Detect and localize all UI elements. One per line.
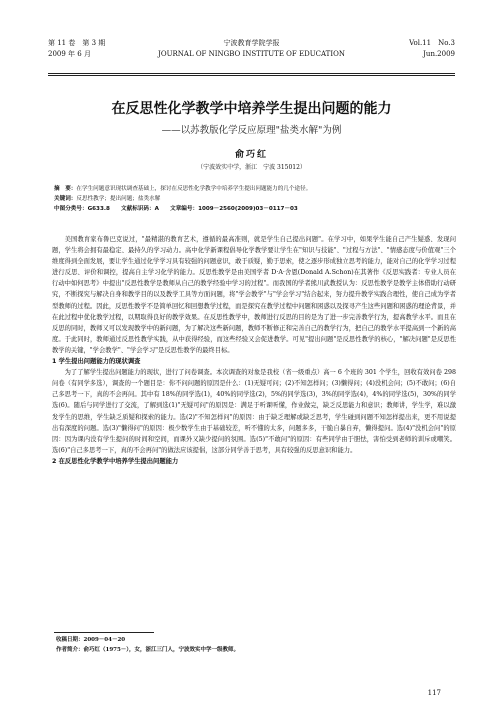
journal-en: JOURNAL OF NINGBO INSTITUTE OF EDUCATION — [158, 50, 345, 58]
paragraph-survey: 为了了解学生提出问题能力的现状，进行了问卷调查。本次调查的对象是我校（省一级重点）高一 6 个班的 301 个学生，回收有效问卷 298 问卷（有同学多选），调查的一个题目是：你不问问题的原因是什么：(1)无疑可问；(2)不知怎样问；(3)懒得问；(4)没机会问；(5)不敢问；(6)自己多思考一下，真的不会再问。其中有 18%的同学选(1)，40%的同学选(2)，5%的同学选(3)，3%的同学选(4)，4%的同学选(5)，30%的同学选(6)。随后与同学进行了交流，了解到选(1)"无疑可问"的原因是：满足于听课听懂，作业做完，缺乏反思能力和意识；教师讲，学生学，难以激发学生的思维，学生缺乏质疑和探索的能力。选(2)"不知怎样问"的原因：由于缺乏理解或缺乏思考，学生碰到问题不知怎样提出来，更不用说提出有深度的问题。选(3)"懒得问"的原因：极少数学生由于基础较差，听不懂的太多，问题多多，干脆自暴自弃，懒得提问。选(4)"没机会问"的原因：因为课内没有学生提问的时间和空间，而课外又缺少提问的氛围。选(5)"不敢问"的原因：有些同学由于胆怯，害怕受到老师的训斥或嘲笑。选(6)"自己多思考一下，真的不会再问"的做法应该提倡，这部分同学善于思考，具有较强的反思意识和能力。 — [52, 369, 456, 454]
vol-line2: Jun.2009 — [423, 50, 455, 58]
vol-line1: Vol.11 No.3 — [409, 39, 455, 47]
footnote — [56, 635, 239, 655]
issue-line2: 2009 年 6 月 — [48, 50, 91, 58]
page-number: 117 — [427, 689, 441, 697]
issue-line1: 第 11 卷 第 3 期 — [48, 39, 106, 47]
article-body — [52, 234, 456, 467]
running-header — [48, 38, 455, 72]
header-rule-thin — [48, 75, 455, 76]
footnote-rule — [54, 632, 154, 633]
abstract-label: 摘 要： — [54, 186, 77, 192]
received-date: 收稿日期：2009－04－20 — [56, 637, 126, 643]
section-heading-1: 1 学生提出问题能力的现状调查 — [52, 358, 141, 366]
keywords-line — [54, 194, 452, 204]
article-title: 在反思性化学教学中培养学生提出问题的能力 — [111, 101, 392, 117]
author-name: 俞巧红 — [234, 150, 268, 160]
keywords-text: 反思性教学；提出问题；盐类水解 — [76, 196, 161, 202]
paragraph-intro: 美国教育家布鲁巴克说过，"最精湛的教育艺术，遵循的最高准则，就是学生自己提出问题"。在学习中，如果学生能自己产生疑惑、发现问题，学生将会拥有最稳定、最持久的学习动力。高中化学新课程倡导化学教学要让学生在"知识与技能"、"过程与方法"、"情感态度与价值观"三个维度得到全面发展，要让学生通过化学学习具有较强的问题意识，敢于质疑，勤于思索，使之逐步形成独立思考的能力，能对自己的化学学习过程进行反思、评价和调控，提高自主学习化学的能力。反思性教学是由美国学者 D·A·舍恩(Donald A.Schon)在其著作《反思实践者：专业人员在行动中如何思考》中提出"反思性教学是教师从自己的教学经验中学习的过程"。而我国的学者熊川武教授认为：反思性教学是教学主体借助行动研究，不断探究与解决自身和教学目的以及教学工具等方面问题，将"学会教学"与"学会学习"结合起来，努力提升教学实践合理性，使自己成为学者型教师的过程。因此，反思性教学不是简单回忆和回想教学过程，而是探究在教学过程中问题和困惑以及探寻产生这些问题和困惑的理论背景，并在此过程中优化教学过程，以期取得良好的教学效果。在反思性教学中，教师进行反思的目的是为了进一步完善教学行为，提高教学水平。而且在反思的同时，教师又可以发现教学中的新问题，为了解决这些新问题，教师不断修正和完善自己的教学行为，把自己的教学水平提高到一个新的高度。于此同时，教师通过反思性教学实践，从中获得经验，而这些经验又会促进教学。可见"提出问题"是反思性教学的核心，"解决问题"是反思性教学的关键，"学会教学"、"学会学习"是反思性教学的最终目标。 — [52, 236, 456, 354]
keywords-label: 关键词： — [54, 196, 77, 202]
classification-line: 中图分类号：G633.8 文献标识码：A 文章编号：1009－2560(2009)03－0117－03 — [54, 206, 298, 212]
volume-info — [409, 38, 455, 60]
abstract-block — [54, 184, 452, 214]
section-heading-2: 2 在反思性化学教学中培养学生提出问题能力 — [52, 457, 179, 465]
abstract-line — [54, 184, 452, 194]
article-subtitle: ——以苏教版化学反应原理"盐类水解"为例 — [161, 125, 342, 136]
journal-info — [48, 38, 455, 60]
abstract-text: 在学生问题意识现状调查基础上，探讨在反思性化学教学中培养学生提出问题能力的几个途径。 — [76, 186, 312, 192]
author-affiliation: （宁波效实中学，浙江 宁波 315012） — [197, 164, 306, 171]
header-rule-thick — [48, 73, 455, 74]
journal-cn: 宁波教育学院学报 — [223, 39, 280, 47]
author-bio: 作者简介：俞巧红（1975－），女，浙江三门人，宁波效实中学一级教师。 — [56, 647, 240, 653]
